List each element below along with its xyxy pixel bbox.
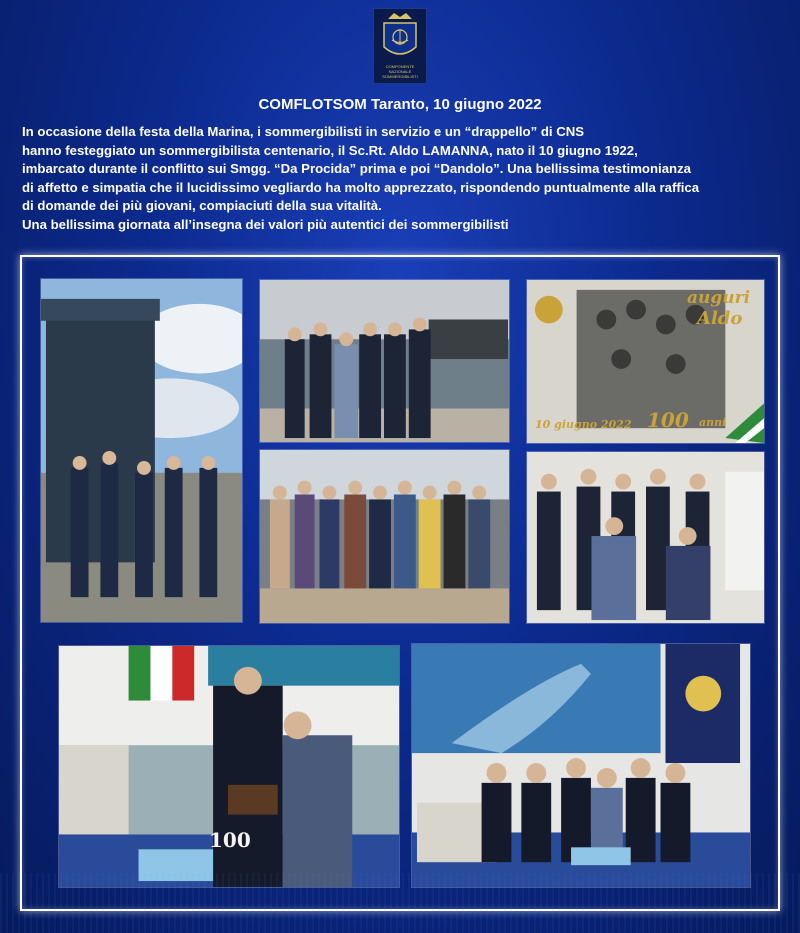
cns-logo (373, 8, 427, 84)
submarine-badge-icon (374, 9, 426, 71)
card-date: 10 giugno 2022 (535, 418, 632, 431)
intro-line: hanno festeggiato un sommergibilista centenario, il Sc.Rt. Aldo LAMANNA, nato il 10 giugno 1922, (22, 142, 638, 158)
photo-officer-plaque (58, 645, 400, 888)
logo-caption: COMPONENTE NAZIONALE SOMMERGIBILISTI (382, 64, 418, 79)
photo-conning-tower (40, 278, 243, 623)
card-years: anni (699, 416, 727, 429)
photo-group-harbour (259, 279, 510, 443)
intro-line: di domande dei più giovani, compiaciuti della sua vitalità. (22, 198, 382, 213)
intro-line: di affetto e simpatia che il lucidissimo vegliardo ha molto apprezzato, rispondendo puntualmente alla raffica (22, 179, 700, 195)
photo-auguri-card (526, 279, 765, 444)
card-greeting: auguri (687, 288, 751, 308)
photo-family-group (259, 449, 510, 624)
intro-line: In occasione della festa della Marina, i sommergibilisti in servizio e un “drappello” di CNS (22, 124, 585, 139)
background-pattern (0, 873, 800, 933)
photo-submarine-mural-group (411, 643, 751, 888)
intro-line: imbarcato durante il conflitto sui Smgg. “Da Procida” prima e poi “Dandolo”. Una bellissima testimonianza (22, 161, 692, 176)
page-title: COMFLOTSOM Taranto, 10 giugno 2022 (258, 96, 542, 113)
cake-candles: 100 (209, 828, 251, 852)
intro-line: Una bellissima giornata all’insegna dei valori più autentici dei sommergibilisti (22, 216, 509, 232)
card-number: 100 (647, 408, 689, 432)
photo-seated-veterans (526, 451, 765, 624)
intro-paragraph (22, 123, 792, 234)
card-name: Aldo (697, 308, 743, 329)
